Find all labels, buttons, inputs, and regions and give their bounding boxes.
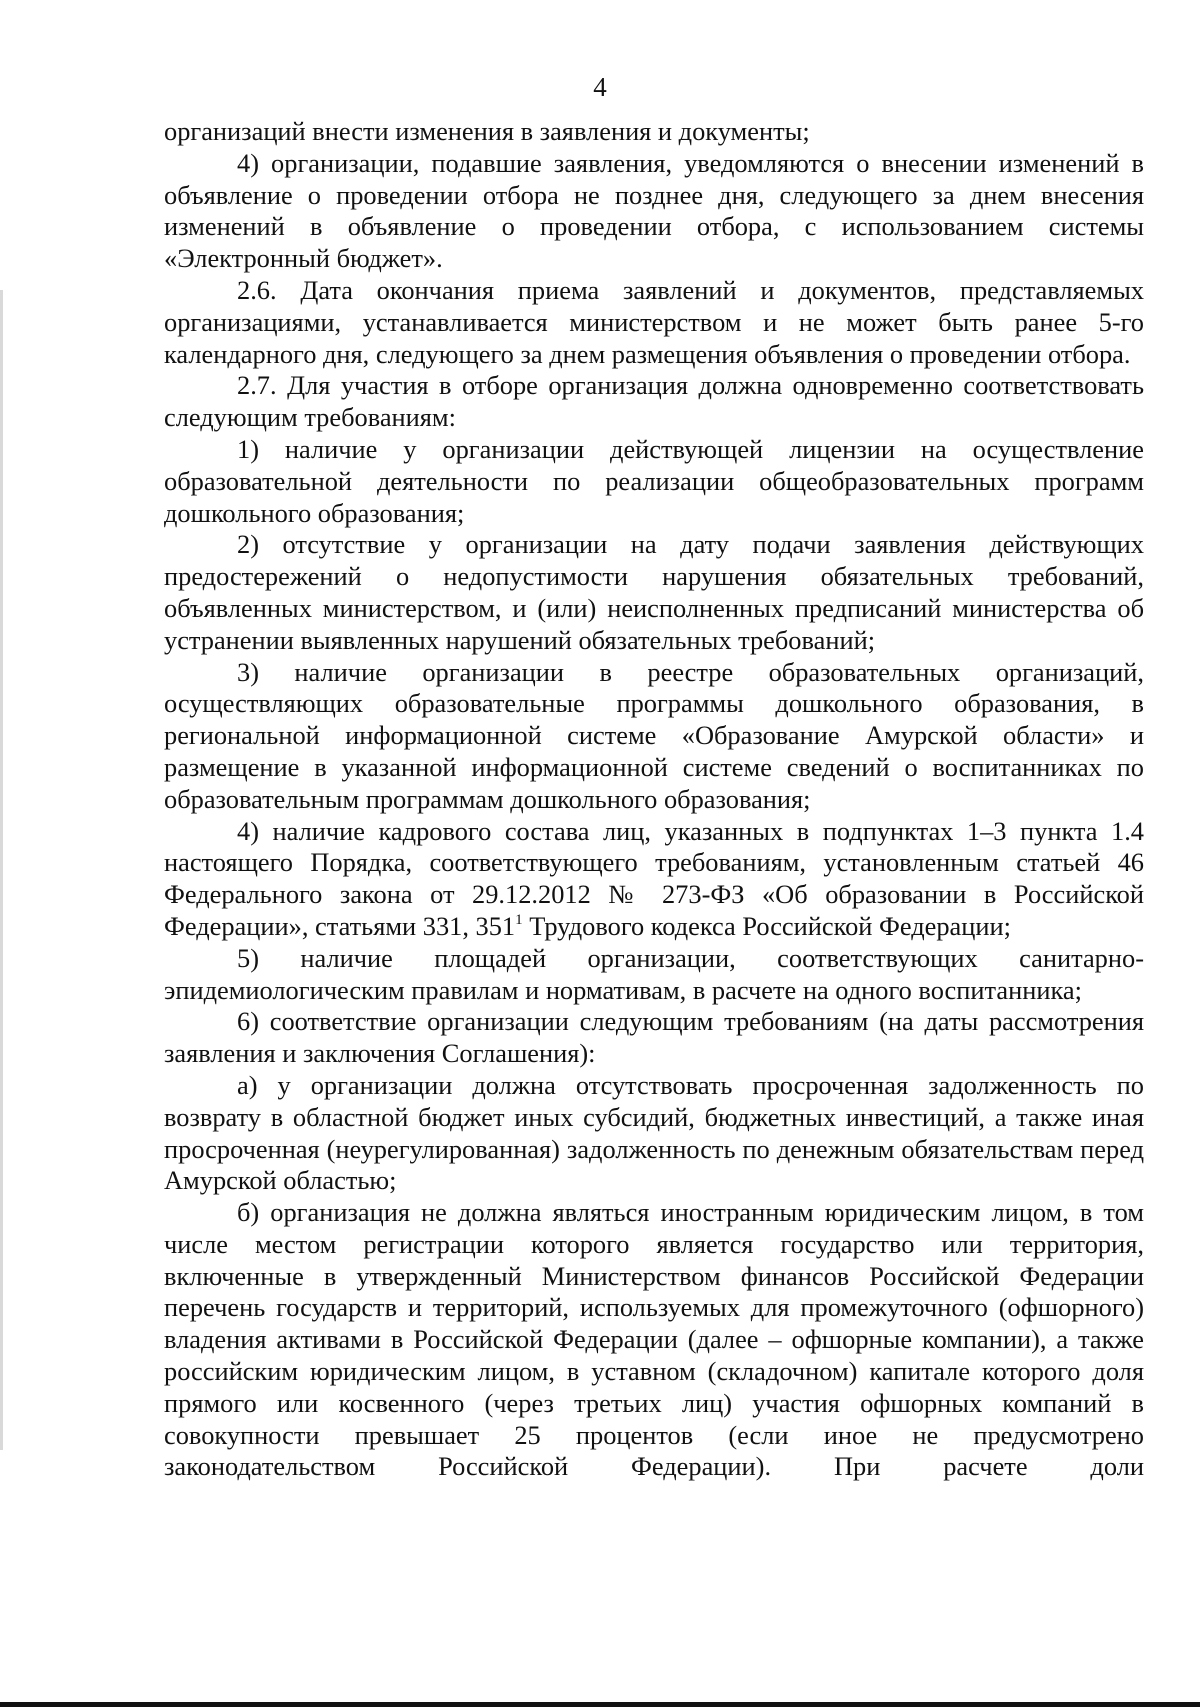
- footnote-superscript: 1: [515, 911, 523, 928]
- requirement-6: 6) соответствие организации следующим требованиям (на даты рассмотрения заявления и заключения Соглашения):: [164, 1006, 1144, 1069]
- paragraph-item-4-notification: 4) организации, подавшие заявления, уведомляются о внесении изменений в объявление о проведении отбора не позднее дня, следующего за днем внесения изменений в объявление о проведении отбора, с использованием системы «Электронный бюджет».: [164, 147, 1144, 274]
- page-number: 4: [593, 72, 607, 102]
- requirement-4-text: 4) наличие кадрового состава лиц, указанных в подпунктах 1–3 пункта 1.4 настоящего Порядка, соответствующего требованиям, установленным статьей 46 Федерального закона от 29.12.2012 № 273-ФЗ «Об образовании в Российской Федерации», статьями 331, 351: [164, 815, 1144, 941]
- requirement-6-b: б) организация не должна являться иностранным юридическим лицом, в том числе местом регистрации которого является государство или территория, включенные в утвержденный Министерством финансов Российской Федерации перечень государств и территорий, используемых для промежуточного (офшорного) владения активами в Российской Федерации (далее – офшорные компании), а также российским юридическим лицом, в уставном (складочном) капитале которого доля прямого или косвенного (через третьих лиц) участия офшорных компаний в совокупности превышает 25 процентов (если иное не предусмотрено законодательством Российской Федерации). При расчете доли: [164, 1197, 1144, 1482]
- requirement-6-a: а) у организации должна отсутствовать просроченная задолженность по возврату в областной бюджет иных субсидий, бюджетных инвестиций, а также иная просроченная (неурегулированная) задолженность по денежным обязательствам перед Амурской областью;: [164, 1069, 1144, 1196]
- requirement-3: 3) наличие организации в реестре образовательных организаций, осуществляющих образовательные программы дошкольного образования, в региональной информационной системе «Образование Амурской области» и размещение в указанной информационной системе сведений о воспитанниках по образовательным программам дошкольного образования;: [164, 656, 1144, 814]
- document-body: [164, 116, 1144, 1483]
- requirement-1: 1) наличие у организации действующей лицензии на осуществление образовательной деятельности по реализации общеобразовательных программ дошкольного образования;: [164, 433, 1144, 528]
- requirement-4: [164, 816, 1144, 943]
- paragraph-2-7: 2.7. Для участия в отборе организация должна одновременно соответствовать следующим требованиям:: [164, 370, 1144, 433]
- requirement-5: 5) наличие площадей организации, соответствующих санитарно-эпидемиологическим правилам и нормативам, в расчете на одного воспитанника;: [164, 942, 1144, 1005]
- requirement-2: 2) отсутствие у организации на дату подачи заявления действующих предостережений о недопустимости нарушения обязательных требований, объявленных министерством, и (или) неисполненных предписаний министерства об устранении выявленных нарушений обязательных требований;: [164, 529, 1144, 655]
- paragraph-2-6: 2.6. Дата окончания приема заявлений и документов, представляемых организациями, устанавливается министерством и не может быть ранее 5-го календарного дня, следующего за днем размещения объявления о проведении отбора.: [164, 274, 1144, 369]
- requirement-4-text-end: Трудового кодекса Российской Федерации;: [522, 910, 1011, 941]
- scan-edge-shadow: [0, 290, 3, 1450]
- scan-bottom-edge: [0, 1702, 1200, 1707]
- paragraph-continuation: организаций внести изменения в заявления и документы;: [164, 116, 810, 146]
